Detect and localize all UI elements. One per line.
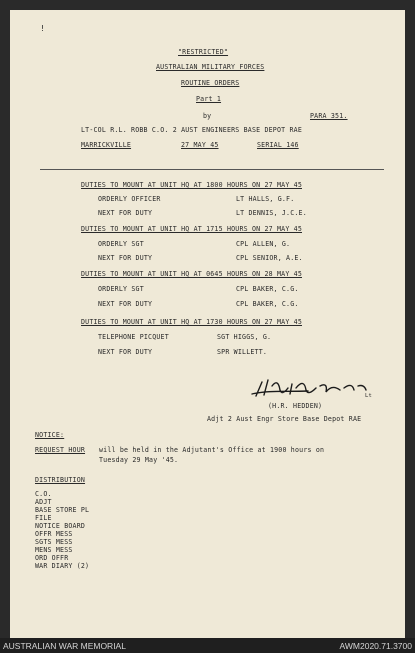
notice-line-2: Tuesday 29 May '45. <box>99 456 179 464</box>
notice-line-1: will be held in the Adjutant's Office at 1900 hours on <box>99 446 325 454</box>
distribution-item: MENS MESS <box>35 546 73 554</box>
distribution-item: NOTICE BOARD <box>35 522 86 530</box>
signatory-title: Adjt 2 Aust Engr Store Base Depot RAE <box>207 415 362 423</box>
footer-accession-number: AWM2020.71.3700 <box>339 641 412 651</box>
duty-heading-3: DUTIES TO MOUNT AT UNIT HQ AT 0645 HOURS ON 28 MAY 45 <box>81 270 302 278</box>
duty-name: LT HALLS, G.F. <box>236 195 295 203</box>
duty-name: CPL ALLEN, G. <box>236 240 291 248</box>
duty-name: SGT HIGGS, G. <box>217 333 272 341</box>
duty-heading-1: DUTIES TO MOUNT AT UNIT HQ AT 1800 HOURS ON 27 MAY 45 <box>81 181 302 189</box>
distribution-item: SGTS MESS <box>35 538 73 546</box>
duty-heading-4: DUTIES TO MOUNT AT UNIT HQ AT 1730 HOURS ON 27 MAY 45 <box>81 318 302 326</box>
order-date: 27 MAY 45 <box>181 141 219 149</box>
document-page <box>10 10 405 638</box>
duty-role: ORDERLY SGT <box>98 285 144 293</box>
signature-scrawl <box>248 376 378 400</box>
signatory-name: (H.R. HEDDEN) <box>268 402 323 410</box>
duty-name: LT DENNIS, J.C.E. <box>236 209 307 217</box>
footer-institution: AUSTRALIAN WAR MEMORIAL <box>3 641 126 651</box>
notice-heading: NOTICE: <box>35 431 65 439</box>
classification: "RESTRICTED" <box>178 48 229 56</box>
by-label: by <box>203 112 212 120</box>
doc-title: ROUTINE ORDERS <box>181 79 240 87</box>
distribution-item: WAR DIARY (2) <box>35 562 90 570</box>
duty-name: CPL SENIOR, A.E. <box>236 254 303 262</box>
duty-role: NEXT FOR DUTY <box>98 300 153 308</box>
duty-name: SPR WILLETT. <box>217 348 268 356</box>
distribution-item: OFFR MESS <box>35 530 73 538</box>
duty-role: NEXT FOR DUTY <box>98 348 153 356</box>
duty-role: NEXT FOR DUTY <box>98 209 153 217</box>
part-label: Part 1 <box>196 95 222 103</box>
distribution-item: ADJT <box>35 498 52 506</box>
duty-heading-2: DUTIES TO MOUNT AT UNIT HQ AT 1715 HOURS ON 27 MAY 45 <box>81 225 302 233</box>
distribution-item: BASE STORE PL <box>35 506 90 514</box>
duty-role: ORDERLY OFFICER <box>98 195 161 203</box>
duty-role: ORDERLY SGT <box>98 240 144 248</box>
archive-footer <box>0 638 415 653</box>
pencil-mark: ! <box>40 24 46 33</box>
duty-role: NEXT FOR DUTY <box>98 254 153 262</box>
place: MARRICKVILLE <box>81 141 132 149</box>
force-title: AUSTRALIAN MILITARY FORCES <box>156 63 265 71</box>
serial-number: SERIAL 146 <box>257 141 299 149</box>
signatory-rank: Lt <box>365 393 373 399</box>
para-number: PARA 351. <box>310 112 348 120</box>
distribution-item: ORD OFFR <box>35 554 69 562</box>
commander-line: LT-COL R.L. ROBB C.O. 2 AUST ENGINEERS BASE DEPOT RAE <box>81 126 302 134</box>
notice-subheading: REQUEST HOUR <box>35 446 86 454</box>
distribution-item: FILE <box>35 514 52 522</box>
duty-role: TELEPHONE PICQUET <box>98 333 169 341</box>
divider-line <box>40 169 384 170</box>
distribution-item: C.O. <box>35 490 52 498</box>
duty-name: CPL BAKER, C.G. <box>236 285 299 293</box>
duty-name: CPL BAKER, C.G. <box>236 300 299 308</box>
distribution-heading: DISTRIBUTION <box>35 476 86 484</box>
